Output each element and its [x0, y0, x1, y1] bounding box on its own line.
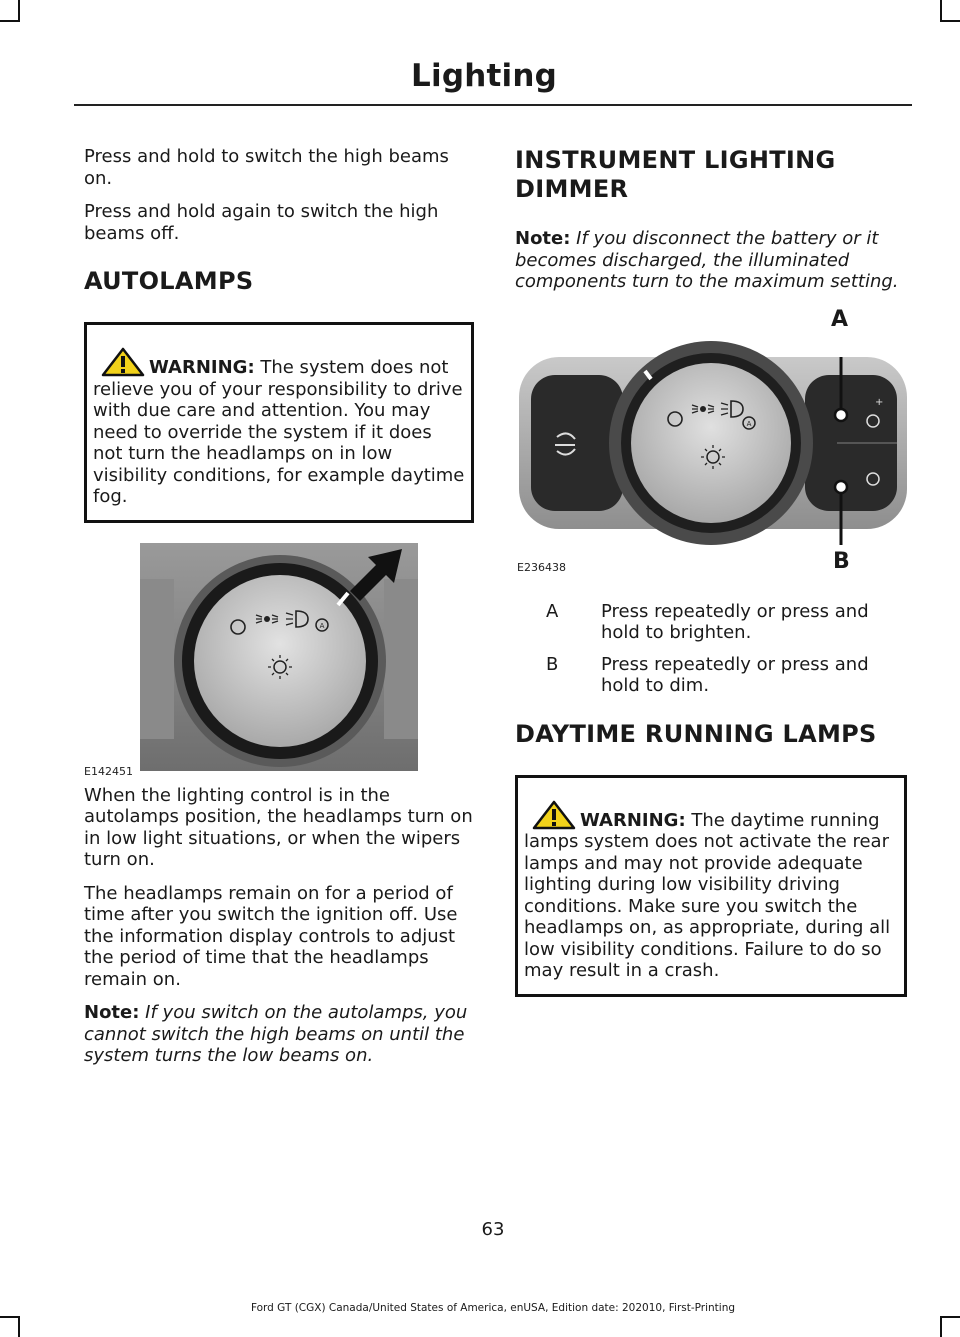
- legend-row: [515, 654, 907, 697]
- header-divider: [74, 104, 912, 106]
- page-number: 63: [481, 1219, 505, 1240]
- warning-label: WARNING:: [580, 809, 686, 831]
- edition-footer: Ford GT (CGX) Canada/United States of America, enUSA, Edition date: 202010, First-Printing: [250, 1302, 736, 1314]
- heading-instrument-lighting-dimmer: INSTRUMENT LIGHTING DIMMER: [515, 146, 836, 203]
- svg-text:A: A: [319, 621, 325, 630]
- autolamps-figure: [84, 539, 474, 777]
- heading-autolamps: AUTOLAMPS: [84, 267, 254, 295]
- note-label: Note:: [84, 1002, 140, 1023]
- figure-code: E142451: [84, 764, 133, 778]
- dimmer-figure: [515, 306, 907, 581]
- note-battery: [515, 228, 907, 293]
- figure-code: E236438: [517, 560, 566, 574]
- warning-text: The daytime running lamps system does not activate the rear lamps and may not provide adequate lighting during low visibility driving conditions. Make sure you switch the headlamps on, as appropriate, during all low visibility conditions. Failure to do so may result in a crash.: [524, 809, 891, 981]
- paragraph-headlamps-remain-on: The headlamps remain on for a period of time after you switch the ignition off. Use the information display controls to adjust the period of time that the headlamps remain on.: [84, 882, 458, 990]
- page-title: Lighting: [411, 58, 557, 94]
- parking-lamp-icon: [256, 615, 278, 623]
- legend-row: [515, 601, 907, 644]
- heading-daytime-running-lamps: DAYTIME RUNNING LAMPS: [515, 719, 877, 748]
- crop-mark: [0, 1316, 20, 1318]
- crop-mark: [940, 20, 960, 22]
- paragraph-autolamps-position: When the lighting control is in the autolamps position, the headlamps turn on in low light situations, or when the wipers turn on.: [84, 784, 473, 870]
- legend-text: Press repeatedly or press and hold to brighten.: [601, 600, 869, 643]
- legend-key: A: [546, 600, 559, 622]
- crop-mark: [18, 0, 20, 22]
- note-label: Note:: [515, 228, 571, 249]
- note-text: If you disconnect the battery or it becomes discharged, the illuminated components turn to the maximum setting.: [515, 228, 899, 292]
- warning-triangle-icon: [532, 800, 576, 830]
- svg-text:+: +: [875, 396, 884, 408]
- warning-box: [84, 322, 474, 523]
- svg-text:A: A: [746, 419, 752, 428]
- parking-lamp-icon: [692, 405, 714, 413]
- legend-text: Press repeatedly or press and hold to dim.: [601, 653, 869, 696]
- left-column: [84, 146, 474, 1079]
- right-column: [515, 146, 907, 1013]
- legend-key: B: [546, 653, 559, 675]
- crop-mark: [18, 1316, 20, 1337]
- callout-b: B: [833, 548, 850, 574]
- callout-legend: [515, 601, 907, 697]
- warning-text: The system does not relieve you of your responsibility to drive with due care and attention. You may need to override the system if it does not turn the headlamps on in low visibility conditions, for example daytime fog.: [93, 357, 465, 507]
- warning-triangle-icon: [101, 347, 145, 377]
- warning-box: [515, 775, 907, 997]
- crop-mark: [940, 1316, 942, 1337]
- dimmer-switch-illustration: [515, 313, 907, 581]
- paragraph-high-beams-on: Press and hold to switch the high beams on.: [84, 146, 449, 189]
- crop-mark: [940, 1316, 960, 1318]
- crop-mark: [0, 20, 20, 22]
- crop-mark: [940, 0, 942, 22]
- paragraph-high-beams-off: Press and hold again to switch the high beams off.: [84, 201, 439, 244]
- warning-label: WARNING:: [149, 357, 255, 378]
- note-autolamps: [84, 1002, 474, 1067]
- callout-a: A: [831, 306, 849, 332]
- note-text: If you switch on the autolamps, you cannot switch the high beams on until the system turns the low beams on.: [84, 1002, 468, 1066]
- headlamp-switch-illustration: [84, 539, 474, 777]
